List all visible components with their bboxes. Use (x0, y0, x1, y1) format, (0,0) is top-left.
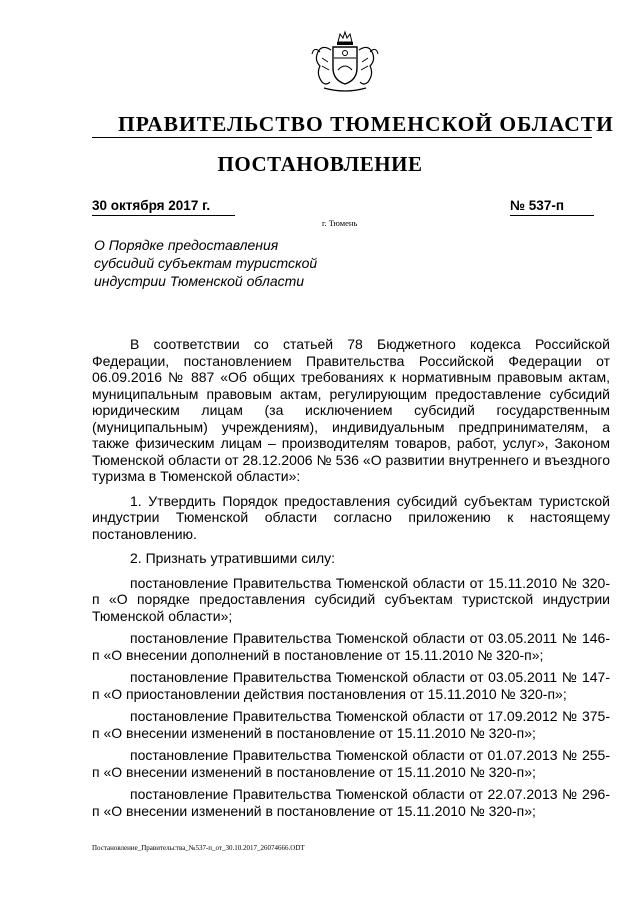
revoked-item: постановление Правительства Тюменской области от 17.09.2012 № 375-п «О внесении изменений в постановление от 15.11.2010 № 320-п»; (92, 708, 610, 741)
city-label: г. Тюмень (322, 218, 358, 228)
document-subject: О Порядке предоставления субсидий субъектам туристской индустрии Тюменской области (94, 237, 318, 289)
date-underline (92, 215, 235, 216)
footer-filename: Постановление_Правительства_№537-п_от_30.10.2017_26074666.ODT (92, 844, 305, 852)
document-body (92, 336, 610, 819)
revoked-item: постановление Правительства Тюменской области от 03.05.2011 № 147-п «О приостановлении действия постановления от 15.11.2010 № 320-п»; (92, 669, 610, 702)
number-underline (510, 215, 594, 216)
title-divider (92, 137, 592, 138)
coat-of-arms-icon (300, 28, 390, 96)
document-date: 30 октября 2017 г. (92, 198, 211, 213)
document-type: ПОСТАНОВЛЕНИЕ (217, 152, 423, 176)
document-number: № 537-п (510, 198, 564, 213)
item-1-paragraph: 1. Утвердить Порядок предоставления субсидий субъектам туристской индустрии Тюменской области согласно приложению к настоящему постановлению. (92, 492, 610, 542)
revoked-item: постановление Правительства Тюменской области от 01.07.2013 № 255-п «О внесении изменений в постановление от 15.11.2010 № 320-п»; (92, 747, 610, 780)
item-2-paragraph: 2. Признать утратившими силу: (130, 550, 336, 566)
revoked-item: постановление Правительства Тюменской области от 03.05.2011 № 146-п «О внесении дополнений в постановление от 15.11.2010 № 320-п»; (92, 630, 610, 663)
revoked-item: постановление Правительства Тюменской области от 15.11.2010 № 320-п «О порядке предоставления субсидий субъектам туристской индустрии Тюменской области»; (92, 574, 610, 624)
preamble-paragraph: В соответствии со статьей 78 Бюджетного кодекса Российской Федерации, постановлением Правительства Российской Федерации от 06.09.2016 № 887 «Об общих требованиях к нормативным правовым актам, муниципальным правовым актам, регулирующим предоставление субсидий юридическим лицам (за исключением субсидий государственным (муниципальным) учреждениям), индивидуальным предпринимателям, а также физическим лицам – производителям товаров, работ, услуг», Законом Тюменской области от 28.12.2006 № 536 «О развитии внутреннего и въездного туризма в Тюменской области»: (92, 336, 610, 484)
government-title: ПРАВИТЕЛЬСТВО ТЮМЕНСКОЙ ОБЛАСТИ (118, 112, 614, 136)
revoked-item: постановление Правительства Тюменской области от 22.07.2013 № 296-п «О внесении изменений в постановление от 15.11.2010 № 320-п»; (92, 786, 610, 819)
